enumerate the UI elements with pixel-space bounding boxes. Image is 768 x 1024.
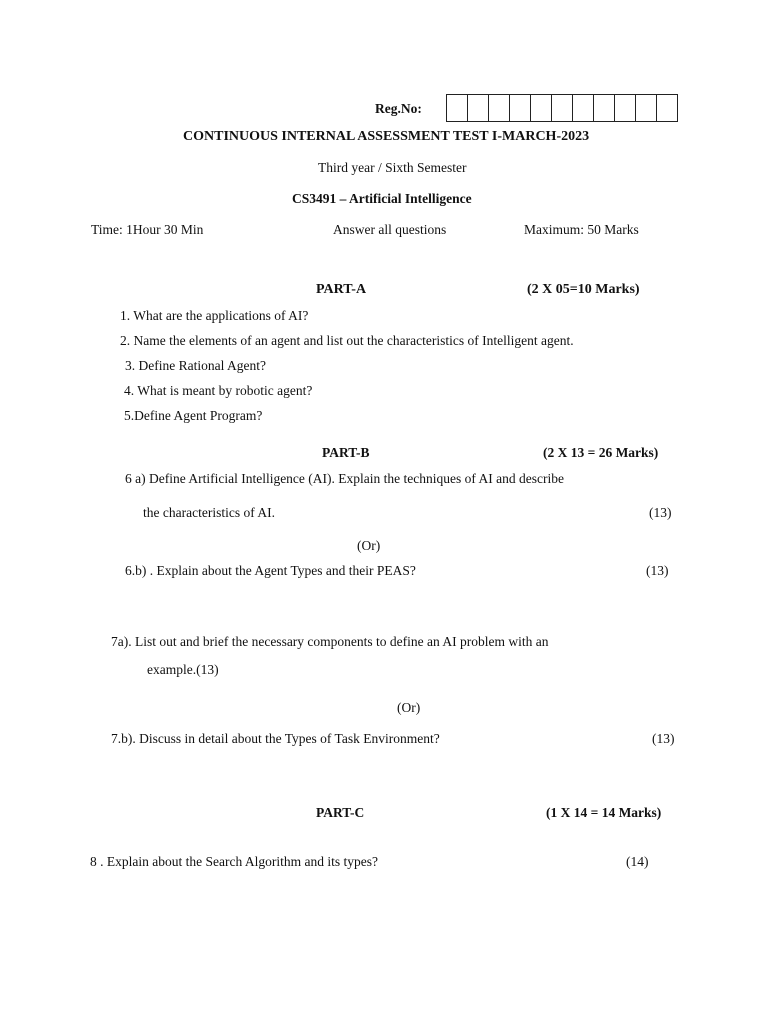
question-2: 2. Name the elements of an agent and list out the characteristics of Intelligent agent. <box>120 333 574 348</box>
question-4: 4. What is meant by robotic agent? <box>124 383 313 398</box>
max-marks: Maximum: 50 Marks <box>524 222 639 237</box>
reg-no-cell <box>615 94 636 122</box>
part-b-title: PART-B <box>322 445 370 460</box>
part-c-marks: (1 X 14 = 14 Marks) <box>546 805 662 820</box>
reg-no-label: Reg.No: <box>375 101 422 116</box>
year-semester: Third year / Sixth Semester <box>318 160 467 175</box>
reg-no-cell <box>510 94 531 122</box>
reg-no-cell <box>489 94 510 122</box>
or-separator-1: (Or) <box>357 538 381 553</box>
exam-title: CONTINUOUS INTERNAL ASSESSMENT TEST I-MARCH-2023 <box>183 129 590 144</box>
instruction: Answer all questions <box>333 222 447 237</box>
question-6a-marks: (13) <box>649 505 672 520</box>
question-6b: 6.b) . Explain about the Agent Types and their PEAS? <box>125 563 416 578</box>
part-b-marks: (2 X 13 = 26 Marks) <box>543 445 659 460</box>
reg-no-cell <box>636 94 657 122</box>
question-3: 3. Define Rational Agent? <box>125 358 266 373</box>
question-8-marks: (14) <box>626 854 649 869</box>
part-a-marks: (2 X 05=10 Marks) <box>527 282 640 297</box>
question-6a-line1: 6 a) Define Artificial Intelligence (AI). Explain the techniques of AI and describe <box>125 471 564 486</box>
question-8: 8 . Explain about the Search Algorithm and its types? <box>90 854 378 869</box>
or-separator-2: (Or) <box>397 700 421 715</box>
question-6b-marks: (13) <box>646 563 669 578</box>
time-info: Time: 1Hour 30 Min <box>91 222 204 237</box>
course-title: CS3491 – Artificial Intelligence <box>292 191 472 206</box>
question-7b-marks: (13) <box>652 731 675 746</box>
question-7a-line2: example.(13) <box>147 662 219 677</box>
reg-no-cell <box>573 94 594 122</box>
reg-no-cell <box>594 94 615 122</box>
reg-no-cell <box>531 94 552 122</box>
question-7a-line1: 7a). List out and brief the necessary components to define an AI problem with an <box>111 634 549 649</box>
reg-no-boxes <box>446 94 678 122</box>
question-7b: 7.b). Discuss in detail about the Types of Task Environment? <box>111 731 440 746</box>
reg-no-cell <box>657 94 678 122</box>
question-1: 1. What are the applications of AI? <box>120 308 309 323</box>
question-6a-line2: the characteristics of AI. <box>143 505 275 520</box>
part-c-title: PART-C <box>316 805 365 820</box>
question-5: 5.Define Agent Program? <box>124 408 263 423</box>
reg-no-cell <box>446 94 468 122</box>
reg-no-cell <box>552 94 573 122</box>
part-a-title: PART-A <box>316 282 367 297</box>
reg-no-cell <box>468 94 489 122</box>
